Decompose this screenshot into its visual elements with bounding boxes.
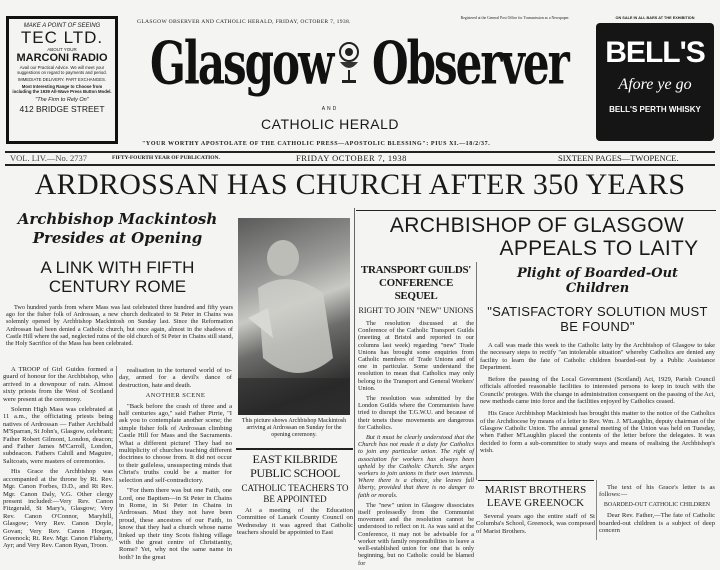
ardrossan-header-block (0, 210, 235, 364)
archbishop-glasgow-subhead: "SATISFACTORY SOLUTION MUST BE FOUND" (487, 304, 708, 334)
ardrossan-col2-subhead: ANOTHER SCENE (145, 392, 206, 400)
issue-price: SIXTEEN PAGES—TWOPENCE. (558, 153, 679, 163)
archbishop-glasgow-block (480, 266, 715, 476)
ardrossan-intro-text: Two hundred yards from where Mass was last celebrated three hundred and fifty years ago for the fisher folk of Ardrossan, a new church dedicated to St Peter in Chains was solemnly opened by Archbishop Mackintosh on Sunday last. Since the Reformation Ardrossan had been denied a Catholic church, but once again, almost in the shadows of Castle Hill where the sad, neglected ruins of the old church of St Peter in Chains still stand, the Holy Sacrifice of the Mass has been celebrated. (6, 304, 233, 348)
masthead-title-left: Glasgow (150, 29, 333, 98)
ardrossan-column-1 (3, 366, 113, 550)
dateline-rule-bottom (5, 164, 715, 166)
ardrossan-col2-p2: "Back before the crash of three and a half centuries ago," said Father Pirrie, "I ask you to contemplate another scene; the simple fisher folk of Ardrossan climbing Castle Hill for Mass and the Sacraments. What a different picture! They had no multiplicity of churches teaching different doctrines to choose from. It did not occur to their guileless, unsuspecting minds that Christ's truths could be a matter for selection and self-contradictory. (119, 402, 232, 484)
east-kilbride-headline: EAST KILBRIDE PUBLIC SCHOOL (250, 452, 340, 480)
archbishop-glasgow-p1: A call was made this week to the Catholic laity by the Archbishop of Glasgow to take the necessary steps to rectify "an intolerable situation" whereby Catholics are denied any facility to learn the fate of Catholic children boarded-out by a Public Assistance Department. (480, 342, 715, 371)
archbishop-glasgow-kicker: Plight of Boarded-Out Children (516, 266, 679, 296)
ardrossan-col2-p1: realisation in the tortured world of to-day, armed for a devil's dance of destruction, hate and death. (119, 367, 232, 389)
ardrossan-kicker-line2: Presides at Opening (32, 229, 203, 247)
marist-body-text: Several years ago the entire staff of St Columba's School, Greenock, was composed of Marist Brothers. (476, 513, 595, 535)
ardrossan-col1-p3: His Grace the Archbishop was accompanied at the throne by Rt. Rev. Mgr. Canon Forbes, D.D., and Rt Rev. Mgr. Canon Daly, V.G. Other clergy present included:—Very Rev. Canon Fitzgerald, St Mary's, Glasgow; Very Rev. Canon O'Connor, Maryhill, Glasgow; Very Rev. Canon Doyle, Govan; Very Rev. Canon Horgan, Greenock; Rt. Rev. Mgr. Canon Flaherty, Ayr; and Very Rev. Canon Ryan, Troon. (3, 468, 113, 550)
transport-p1: The resolution discussed at the Conference of the Catholic Transport Guilds (meeting at Bristol and reported in our columns last week) regarding "new" Trade Unions has brought some enquiries from Catholic members of Trade Unions and of one in particular. Some understand the resolution to mean that Catholics may only belong to the Transport and General Workers' Union. (358, 320, 474, 392)
ad-tec-line4: IMMEDIATE DELIVERY. PART EXCHANGES. (17, 77, 107, 82)
archbishop-glasgow-body (480, 342, 715, 476)
ardrossan-subhead (0, 258, 235, 296)
ad-tec-marconi (6, 16, 118, 144)
east-kilbride-body (237, 507, 353, 540)
issue-date: FRIDAY OCTOBER 7, 1938 (296, 153, 407, 163)
transport-p3: But it must be clearly understood that the Church has not made it a duty for Catholics to join any particular union. The right of association for workers has always been upheld by the Catholic Church. She urges workers to join unions in their own interests. Where there is a choice, she leaves full liberty, provided that there is no danger to faith or morals. (358, 434, 474, 499)
publication-year: FIFTY-FOURTH YEAR OF PUBLICATION. (112, 155, 220, 161)
ardrossan-intro (6, 304, 233, 364)
ad-bells-slogan: Afore ye go (618, 76, 692, 93)
ad-bells-whisky (596, 16, 714, 148)
main-headline: ARDROSSAN HAS CHURCH AFTER 350 YEARS (34, 168, 686, 201)
ardrossan-col2-p3: "For them there was but one Faith, one Lord, one Baptism—in St Peter in Chains in Rome, in St Peter in Chains in Ardrossan. Must they not have been proud, these ancestors of our Faith, to know that they had a church whose name linked up their tiny Scots fishing village with the great centre of Christianity, Rome? Yet, why not the same name in both? In the great (119, 487, 232, 561)
ad-tec-slogan: "The Firm to Rely On" (35, 97, 89, 103)
archbishop-glasgow-p2: Before the passing of the Local Government (Scotland) Act, 1929, Parish Council officials afforded reasonable facilities to interested persons to keep in touch with the Councils' proteges. With the change in administration consequent on the passing of the Act, new methods came into force and the facilities enjoyed by Catholics ceased. (480, 376, 715, 406)
column-divider (354, 208, 355, 540)
column-divider (596, 480, 597, 540)
transport-headline: TRANSPORT GUILDS' CONFERENCE SEQUEL (360, 264, 472, 302)
ad-tec-line5: Most Interesting Range to Choose from including the 1939 All-Wave Press Button Model. (12, 84, 112, 94)
marist-headline: MARIST BROTHERS LEAVE GREENOCK (484, 484, 587, 509)
east-kilbride-body-text: At a meeting of the Education Committee of Lanark County Council on Wednesday it was agreed that Catholic teachers should be appointed to East (237, 507, 353, 537)
letter-intro: The text of his Grace's letter is as follows:— (599, 484, 715, 499)
transport-p4: The "new" union in Glasgow dissociates itself professedly from the Communist movement and the resolution cannot be understood to reflect on it. As was said at the Conference, it may not be advisable for a worker with family responsibilities to leave a well-established union for one that is only beginning, but no Catholic could be blamed for (358, 501, 474, 567)
header-top-line: GLASGOW OBSERVER AND CATHOLIC HERALD, FRIDAY, OCTOBER 7, 1938. (137, 19, 351, 25)
archbishop-glasgow-headline-line1: ARCHBISHOP OF GLASGOW (389, 214, 685, 237)
rule-archbishop (356, 210, 716, 211)
ad-bells-top: ON SALE IN ALL BARS AT THE EXHIBITION (615, 16, 695, 20)
letter-heading: BOARDED-OUT CATHOLIC CHILDREN (603, 501, 711, 508)
ad-tec-line3: Avail our Practical Advice. We will meet your suggestions on regard to payments and period. (17, 65, 107, 75)
photo-caption: This picture shows Archbishop Mackintosh arriving at Ardrossan on Sunday for the opening ceremony. (241, 418, 347, 438)
volume-number: VOL. LIV.—No. 2737 (10, 153, 88, 163)
marist-body (476, 513, 595, 540)
east-kilbride-block (237, 452, 353, 540)
ad-tec-address: 412 BRIDGE STREET (19, 104, 105, 114)
column-divider (476, 262, 477, 480)
transport-p2: The resolution was submitted by the London Guilds where the Communists have tried to disrupt the T.G.W.U. and because of their tenets these movements are dangerous for Catholics. (358, 395, 474, 431)
column-divider (116, 366, 117, 540)
transport-subhead: RIGHT TO JOIN "NEW" UNIONS (358, 306, 474, 315)
ardrossan-col1-p1: A TROOP of Girl Guides formed a guard of honour for the Archbishop, who arrived in a downpour of rain. Almost sixty priests from the West of Scotland were present at the ceremony. (3, 366, 113, 403)
letter-body: Dear Rev. Father,—The fate of Catholic boarded-out children is a subject of deep concern (599, 512, 715, 535)
chalice-emblem-icon (336, 40, 362, 88)
ardrossan-kicker (0, 210, 235, 248)
ardrossan-subhead-line1: A LINK WITH FIFTH (40, 258, 195, 277)
ad-tec-product: MARCONI RADIO (16, 52, 108, 64)
masthead-motto: "YOUR WORTHY APOSTOLATE OF THE CATHOLIC PRESS—APOSTOLIC BLESSING": PIUS XI.—18/2/37. (142, 141, 491, 147)
transport-block (357, 264, 475, 567)
registered-notice: Registered at the General Post Office for Transmission as a Newspaper. (460, 16, 570, 20)
ardrossan-column-2 (119, 367, 232, 561)
ardrossan-subhead-line2: CENTURY ROME (48, 277, 187, 296)
ardrossan-col1-p2: Solemn High Mass was celebrated at 11 a.m., the officiating priests being natives of Ardrossan — Father Archibald M'Sparran, St John's, Glasgow, celebrant; Father Robert Gilmont, London, deacon; and Father James M'Carroll, London, subdeacon. Fathers Cahill and Maguire, Saltcoats, were masters of ceremonies. (3, 406, 113, 465)
rule-marist (478, 480, 594, 481)
ad-bells-product: BELL'S PERTH WHISKY (609, 105, 701, 114)
archbishop-photo (238, 218, 350, 415)
rule-east-kilbride (236, 448, 353, 450)
masthead-and: AND (321, 106, 339, 112)
ad-bells-brand: BELL'S (605, 36, 705, 69)
archbishop-glasgow-p3: His Grace Archbishop Mackintosh has brought this matter to the notice of the Catholics of the Archdiocese by means of a letter to Rev. Wm. J. M'Laughlin, deputy chairman of the Glasgow Catholic Union. The annual general meeting of the Union was held on Tuesday, when Father M'Laughlin placed the contents of the letter before the delegates. It was decided to form a sub-committee to study ways and means of realising the Archbishop's wish. (480, 410, 715, 454)
ad-tec-name: TEC LTD. (20, 28, 104, 47)
marist-block (476, 484, 595, 540)
letter-column (599, 484, 715, 540)
ad-tec-line1: MAKE A POINT OF SEEING (23, 23, 101, 29)
east-kilbride-subhead: CATHOLIC TEACHERS TO BE APPOINTED (241, 483, 349, 504)
archbishop-glasgow-headline-line2: APPEALS TO LAITY (499, 237, 699, 260)
masthead-subtitle: CATHOLIC HERALD (261, 116, 399, 132)
ad-tec-line2: ABOUT YOUR (47, 47, 77, 52)
transport-body (357, 320, 475, 570)
masthead-title-right: Observer (372, 29, 568, 98)
archbishop-glasgow-headline (358, 214, 716, 260)
ardrossan-kicker-line1: Archbishop Mackintosh (17, 210, 218, 228)
